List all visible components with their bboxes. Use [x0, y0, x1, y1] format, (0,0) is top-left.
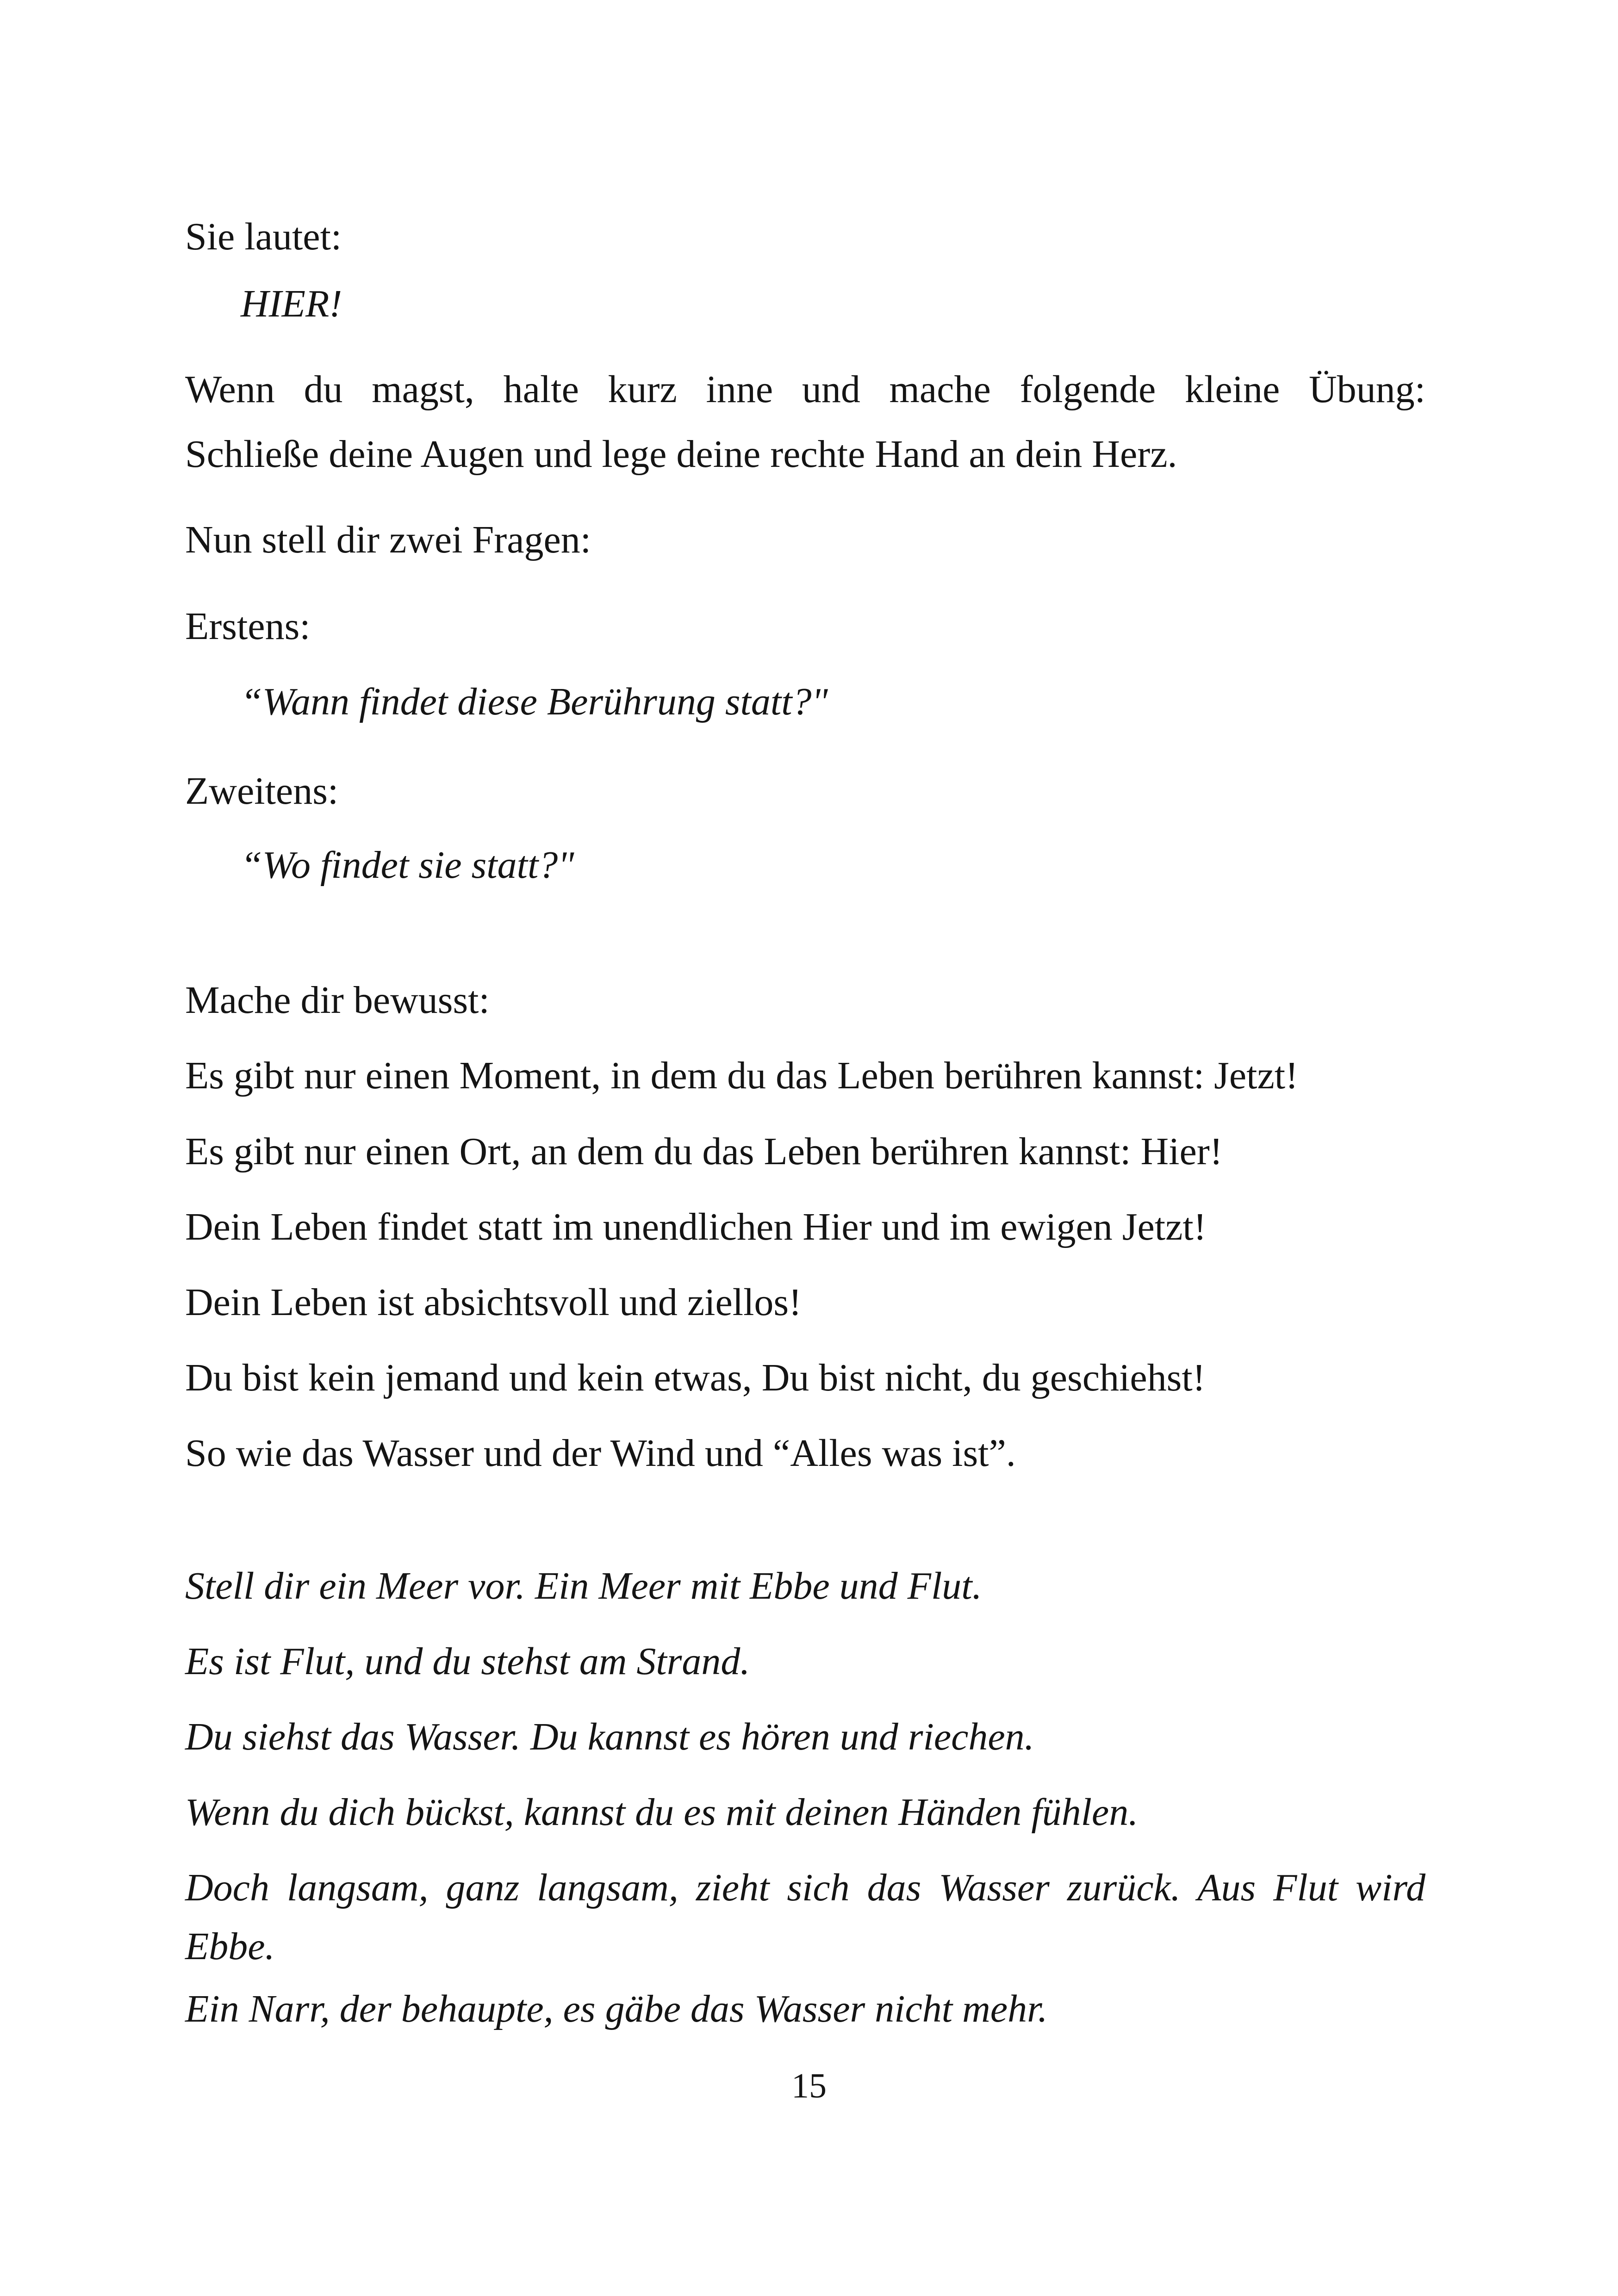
page-number: 15 [791, 2066, 827, 2105]
text-line: Erstens: [185, 605, 311, 648]
text-line-italic: Ein Narr, der behaupte, es gäbe das Wasser nicht mehr. [185, 1987, 1048, 2030]
text-line: Schließe deine Augen und lege deine rechte Hand an dein Herz. [185, 433, 1177, 476]
text-line-question: “Wo findet sie statt?" [241, 844, 574, 887]
text-line: Wenn du magst, halte kurz inne und mache folgende kleine Übung: [185, 368, 1425, 411]
text-line-question: “Wann findet diese Berührung statt?" [241, 680, 828, 723]
text-line-italic: Wenn du dich bückst, kannst du es mit deinen Händen fühlen. [185, 1791, 1139, 1834]
text-line: Es gibt nur einen Moment, in dem du das Leben berühren kannst: Jetzt! [185, 1054, 1299, 1097]
text-line: Nun stell dir zwei Fragen: [185, 518, 591, 561]
text-line: Mache dir bewusst: [185, 979, 490, 1022]
text-line: So wie das Wasser und der Wind und “Alles was ist”. [185, 1432, 1016, 1475]
text-line: Dein Leben ist absichtsvoll und ziellos! [185, 1281, 802, 1324]
text-line: Sie lautet: [185, 215, 342, 258]
text-line: Zweitens: [185, 769, 339, 813]
text-line-italic: Doch langsam, ganz langsam, zieht sich das Wasser zurück. Aus Flut wird [185, 1866, 1425, 1909]
text-line-italic: Es ist Flut, und du stehst am Strand. [185, 1640, 750, 1683]
text-line-italic: Du siehst das Wasser. Du kannst es hören und riechen. [185, 1715, 1034, 1758]
text-line: Es gibt nur einen Ort, an dem du das Leben berühren kannst: Hier! [185, 1130, 1223, 1173]
text-line: Du bist kein jemand und kein etwas, Du bist nicht, du geschiehst! [185, 1356, 1206, 1399]
text-line: Dein Leben findet statt im unendlichen Hier und im ewigen Jetzt! [185, 1205, 1207, 1248]
text-line-italic: Stell dir ein Meer vor. Ein Meer mit Ebbe und Flut. [185, 1564, 982, 1607]
text-line-italic: Ebbe. [185, 1925, 275, 1968]
text-line-emphasis: HIER! [241, 282, 342, 325]
